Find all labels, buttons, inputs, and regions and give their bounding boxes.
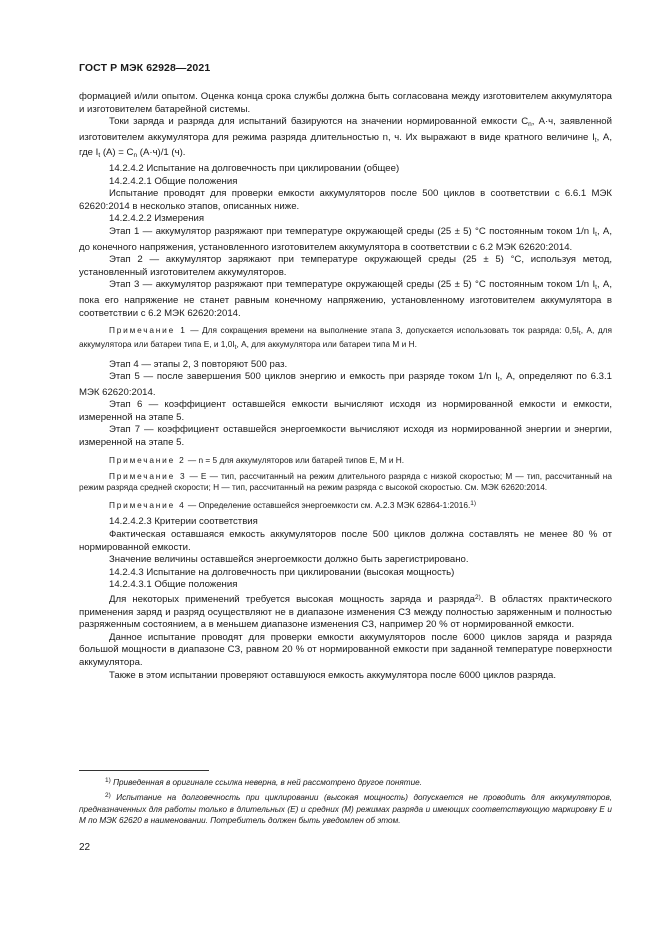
footnote-1: $^{1)}$ Приведенная в оригинале ссылка неверна, в ней рассмотрено другое понятие. — [105, 777, 422, 787]
footnote-2: $^{2)}$ Испытание на долговечность при циклировании (высокая мощность) допускается не проводить для аккумуляторов, предназначенных для работы только в длительных (Е) и средних (М) режимах разряда и имеющих соответствующую маркировку Е и М по МЭК 62620 в наименовании. Потребитель должен быть уведомлен об этом. — [79, 792, 613, 826]
paragraph-remaining-capacity: Также в этом испытании проверяют оставшуюся емкость аккумулятора после 6000 циклов разряда. — [109, 669, 556, 681]
note-2: Примечание 2 — n = 5 для аккумуляторов или батарей типов Е, М и Н. — [109, 454, 405, 465]
document-header: ГОСТ Р МЭК 62928—2021 — [79, 62, 211, 74]
stage-1: Этап 1 — аккумулятор разряжают при температуре окружающей среды (25 ± 5) °С постоянным током 1/n $I_t$, А, до конечного напряжения, установленного изготовителем аккумулятора в соответствии с 6.2 МЭК 62620:2014. — [79, 225, 612, 253]
paragraph-register: Значение величины оставшейся энергоемкости должно быть зарегистрировано. — [109, 554, 469, 566]
paragraph-currents: Токи заряда и разряда для испытаний базируются на значении нормированной емкости $C_n$, А·ч, заявленной изготовителем аккумулятора для режима разряда длительностью n, ч. Их выражают в виде кратного величине $I_t$, А, где $I_t$ $(А) = C_n$ (А·ч)/1 (ч). — [79, 116, 612, 160]
document-body — [79, 91, 612, 682]
section-heading-14243: 14.2.4.3 Испытание на долговечность при циклировании (высокая мощность) — [109, 566, 455, 578]
note-4: Примечание 4 — Определение оставшейся энергоемкости см. А.2.3 МЭК 62864-1:2016.$^{1)}$ — [109, 500, 477, 511]
note-1: Примечание 1 — Для сокращения времени на выполнение этапа 3, допускается использовать ток разряда: $0,5I_t$, А, для аккумулятора или батареи типа Е, и $1,0I_t$, А, для аккумулятора или батареи типа М и Н. — [79, 325, 613, 352]
stage-2: Этап 2 — аккумулятор заряжают при температуре окружающей среды (25 ± 5) °С, используя метод, установленный изготовителем аккумуляторов. — [79, 254, 612, 278]
stage-4: Этап 4 — этапы 2, 3 повторяют 500 раз. — [109, 358, 288, 370]
section-heading-142422: 14.2.4.2.2 Измерения — [109, 213, 205, 225]
stage-3: Этап 3 — аккумулятор разряжают при температуре окружающей среды (25 ± 5) °С постоянным током 1/n $I_t$, А, пока его напряжение не станет равным конечному напряжению, установленному изготовителем аккумулятора в соответствии с 6.2 МЭК 62620:2014. — [79, 279, 612, 319]
section-heading-142423: 14.2.4.2.3 Критерии соответствия — [109, 516, 258, 528]
section-heading-142421: 14.2.4.2.1 Общие положения — [109, 175, 238, 187]
stage-7: Этап 7 — коэффициент оставшейся энергоемкости вычисляют исходя из нормированной энергии и энергии, измеренной на этапе 5. — [79, 424, 612, 449]
page-number: 22 — [79, 842, 91, 853]
paragraph-high-power: Для некоторых применений требуется высокая мощность заряда и разряда$^{2)}$. В областях практического применения заряд и разряд осуществляют не в диапазоне изменения СЗ между полностью заряженным и полностью разряженным состоянием, а в меньшем диапазоне изменения СЗ, например 20 % от нормированной емкости. — [79, 594, 612, 631]
paragraph-6000-cycles: Данное испытание проводят для проверки емкости аккумуляторов после 6000 циклов заряда и разряда большой мощности в диапазоне СЗ, равном 20 % от нормированной емкости при заданной температуре поверхности аккумулятора. — [79, 631, 612, 668]
paragraph-criteria: Фактическая оставшаяся емкость аккумуляторов после 500 циклов должна составлять не менее 80 % от нормированной емкости. — [79, 529, 612, 553]
paragraph-continuation: формацией и/или опытом. Оценка конца срока службы должна быть согласована между изготовителем аккумулятора и изготовителем батарейной системы. — [79, 91, 612, 115]
stage-5: Этап 5 — после завершения 500 циклов энергию и емкость при разряде током 1/n $I_t$, А, определяют по 6.3.1 МЭК 62620:2014. — [79, 371, 612, 398]
footnotes — [79, 775, 612, 829]
section-heading-14242: 14.2.4.2 Испытание на долговечность при циклировании (общее) — [109, 162, 400, 174]
section-heading-142431: 14.2.4.3.1 Общие положения — [109, 579, 238, 591]
footnote-divider — [79, 770, 209, 771]
stage-6: Этап 6 — коэффициент оставшейся емкости вычисляют исходя из нормированной емкости и емкости, измеренной на этапе 5. — [79, 399, 612, 423]
note-3: Примечание 3 — Е — тип, рассчитанный на режим длительного разряда с низкой скоростью; М — тип, рассчитанный на режим разряда средней скорости; Н — тип, рассчитанный на режим разряда с высокой скоростью. См. МЭК 62620:2014. — [79, 470, 612, 493]
paragraph-test-purpose: Испытание проводят для проверки емкости аккумуляторов после 500 циклов в соответствии с 6.6.1 МЭК 62620:2014 в несколько этапов, описанных ниже. — [79, 188, 612, 212]
